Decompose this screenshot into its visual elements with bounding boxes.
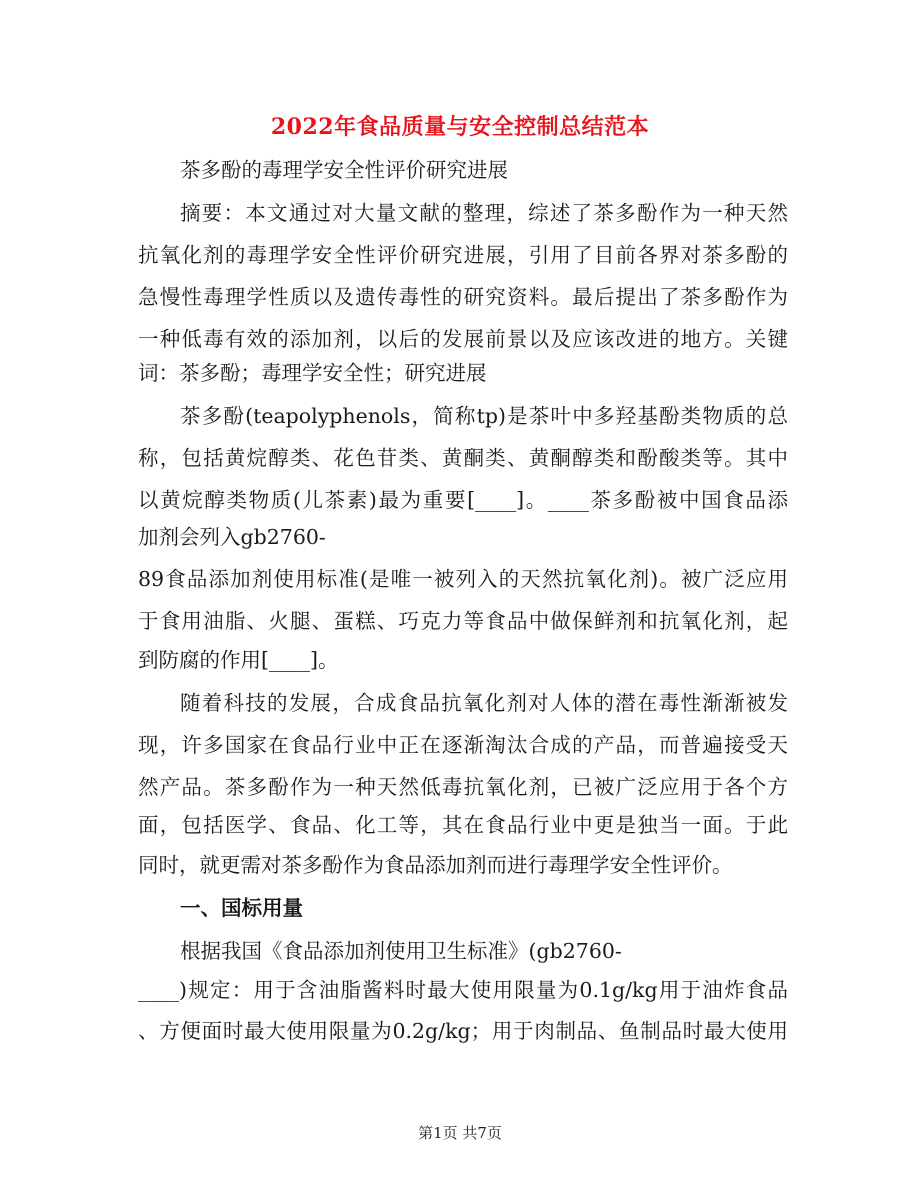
paragraph-line: ____)规定：用于含油脂酱料时最大使用限量为0.1g/kg用于油炸食品 [138, 978, 788, 1002]
paragraph-line: 随着科技的发展，合成食品抗氧化剂对人体的潜在毒性渐渐被发 [180, 691, 788, 715]
paragraph-line: 然产品。茶多酚作为一种天然低毒抗氧化剂，已被广泛应用于各个方 [138, 775, 788, 799]
paragraph-line: 89食品添加剂使用标准(是唯一被列入的天然抗氧化剂)。被广泛应用 [138, 567, 788, 591]
paragraph-line: 加剂会列入gb2760- [138, 525, 326, 549]
article-subtitle: 茶多酚的毒理学安全性评价研究进展 [180, 158, 508, 182]
paragraph-line: 、方便面时最大使用限量为0.2g/kg；用于肉制品、鱼制品时最大使用 [138, 1019, 788, 1043]
paragraph-line: 称，包括黄烷醇类、花色苷类、黄酮类、黄酮醇类和酚酸类等。其中 [138, 446, 788, 470]
document-title: 2022年食品质量与安全控制总结范本 [270, 114, 650, 140]
abstract-line: 抗氧化剂的毒理学安全性评价研究进展，引用了目前各界对茶多酚的 [138, 243, 788, 267]
paragraph-line: 茶多酚(teapolyphenols，简称tp)是茶叶中多羟基酚类物质的总 [180, 404, 788, 428]
abstract-line: 摘要：本文通过对大量文献的整理，综述了茶多酚作为一种天然 [180, 201, 788, 225]
abstract-line: 词：茶多酚；毒理学安全性；研究进展 [138, 361, 487, 385]
paragraph-line: 根据我国《食品添加剂使用卫生标准》(gb2760- [180, 939, 622, 963]
paragraph-line: 同时，就更需对茶多酚作为食品添加剂而进行毒理学安全性评价。 [138, 853, 733, 877]
paragraph-line: 到防腐的作用[____]。 [138, 648, 339, 672]
page-number: 第1页 共7页 [418, 1124, 502, 1142]
abstract-line: 一种低毒有效的添加剂，以后的发展前景以及应该改进的地方。关键 [138, 327, 788, 351]
section-heading: 一、国标用量 [180, 896, 303, 920]
paragraph-line: 以黄烷醇类物质(儿茶素)最为重要[____]。____茶多酚被中国食品添 [138, 488, 788, 512]
paragraph-line: 现，许多国家在食品行业中正在逐渐淘汰合成的产品，而普遍接受天 [138, 733, 788, 757]
abstract-line: 急慢性毒理学性质以及遗传毒性的研究资料。最后提出了茶多酚作为 [138, 285, 788, 309]
paragraph-line: 于食用油脂、火腿、蛋糕、巧克力等食品中做保鲜剂和抗氧化剂，起 [138, 609, 788, 633]
paragraph-line: 面，包括医学、食品、化工等，其在食品行业中更是独当一面。于此 [138, 813, 788, 837]
